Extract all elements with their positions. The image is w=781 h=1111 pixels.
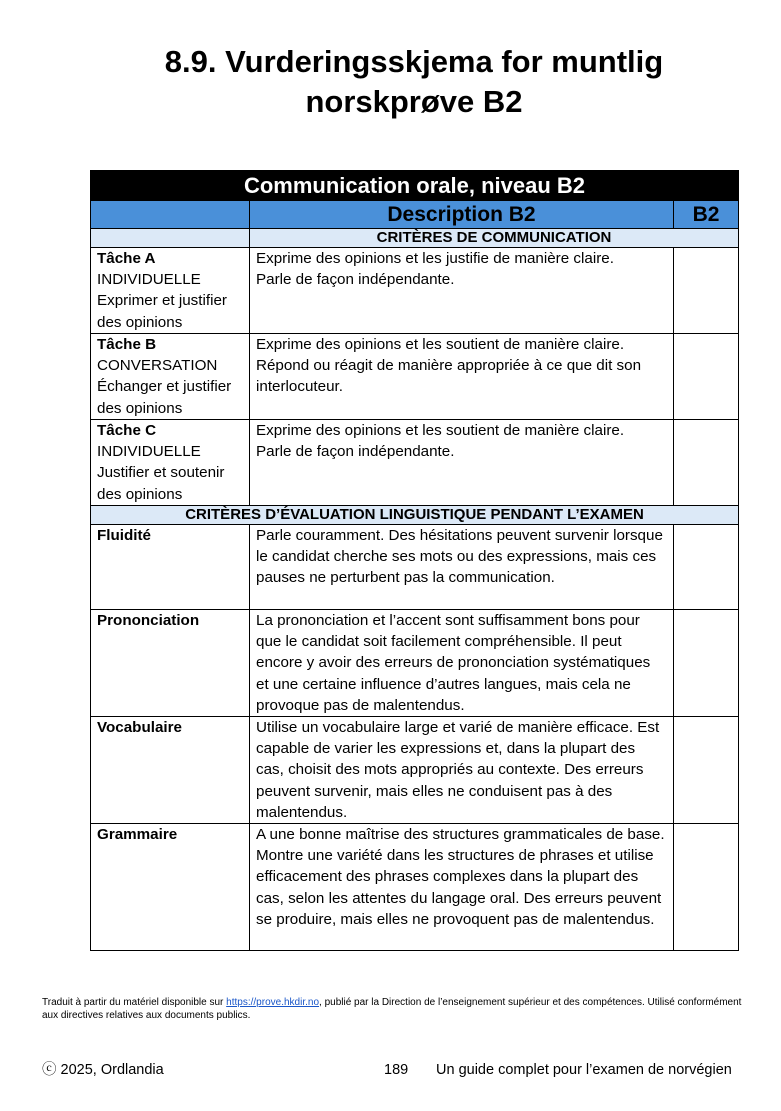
- column-header-level: B2: [674, 201, 739, 229]
- task-name: Tâche A: [97, 250, 156, 267]
- criterion-name: Vocabulaire: [91, 717, 250, 824]
- translation-note: [42, 996, 742, 1022]
- source-link[interactable]: https://prove.hkdir.no: [226, 997, 320, 1008]
- task-name: Tâche C: [97, 422, 157, 439]
- task-description-line: Exprime des opinions et les soutient de manière claire.: [256, 422, 625, 439]
- criterion-name: Prononciation: [91, 610, 250, 717]
- table-row: [91, 610, 739, 717]
- score-cell[interactable]: [674, 334, 739, 420]
- criterion-description: Parle couramment. Des hésitations peuvent survenir lorsque le candidat cherche ses mots ou des expressions, mais ces pauses ne perturbent pas la communication.: [250, 525, 674, 610]
- task-type: INDIVIDUELLE: [97, 271, 201, 289]
- table-main-header-row: [91, 171, 739, 201]
- footer-page-number: 189: [384, 1062, 409, 1078]
- table-row: [91, 717, 739, 824]
- task-description-line: Parle de façon indépendante.: [256, 443, 455, 461]
- score-cell[interactable]: [674, 248, 739, 334]
- section-header-row: [91, 506, 739, 525]
- task-goal: Justifier et soutenir: [97, 464, 225, 482]
- table-row: [91, 248, 739, 334]
- column-header-description: Description B2: [250, 201, 674, 229]
- table-row: [91, 420, 739, 506]
- criterion-description: Utilise un vocabulaire large et varié de manière efficace. Est capable de varier les expressions et, dans la plupart des cas, choisit des mots appropriés au contexte. Des erreurs peuvent survenir, mais elles ne conduisent pas à des malentendus.: [250, 717, 674, 824]
- title-line-2: norskprøve B2: [305, 84, 523, 119]
- criterion-description: A une bonne maîtrise des structures grammaticales de base. Montre une variété dans les structures de phrases et utilise efficacement des phrases complexes dans la plupart des cas, selon les attentes du langage oral. Des erreurs peuvent se produire, mais elles ne provoquent pas de malentendus.: [250, 824, 674, 951]
- score-cell[interactable]: [674, 717, 739, 824]
- task-description: [250, 420, 674, 506]
- score-cell[interactable]: [674, 610, 739, 717]
- score-cell[interactable]: [674, 525, 739, 610]
- table-column-header-row: [91, 201, 739, 229]
- task-type: INDIVIDUELLE: [97, 443, 201, 461]
- section-header-empty: [91, 229, 250, 248]
- task-name: Tâche B: [97, 336, 157, 353]
- page-title: [90, 42, 738, 122]
- task-goal-continued: des opinions: [97, 313, 183, 331]
- task-description-line: Exprime des opinions et les justifie de manière claire.: [256, 250, 614, 267]
- task-cell: [91, 334, 250, 420]
- task-description: [250, 334, 674, 420]
- note-text-after: , publié par la Direction de l’enseignement supérieur et des compétences. Utilisé conformément aux directives relatives aux documents publics.: [42, 997, 742, 1021]
- note-text-before: Traduit à partir du matériel disponible sur: [42, 997, 227, 1008]
- score-cell[interactable]: [674, 420, 739, 506]
- table-row: [91, 824, 739, 951]
- criterion-name: Fluidité: [91, 525, 250, 610]
- table-main-header: Communication orale, niveau B2: [91, 171, 739, 201]
- task-goal-continued: des opinions: [97, 485, 183, 503]
- task-description-line: Parle de façon indépendante.: [256, 271, 455, 289]
- footer-copyright: ⓒ 2025, Ordlandia: [42, 1062, 164, 1078]
- title-line-1: 8.9. Vurderingsskjema for muntlig: [164, 44, 664, 79]
- score-cell[interactable]: [674, 824, 739, 951]
- table-row: [91, 525, 739, 610]
- task-goal: Échanger et justifier: [97, 378, 232, 396]
- section-header-linguistic: CRITÈRES D’ÉVALUATION LINGUISTIQUE PENDANT L’EXAMEN: [91, 506, 739, 525]
- task-cell: [91, 248, 250, 334]
- footer-book-title: Un guide complet pour l’examen de norvégien: [436, 1062, 732, 1078]
- task-description-line: Exprime des opinions et les soutient de manière claire.: [256, 336, 625, 353]
- criterion-description: La prononciation et l’accent sont suffisamment bons pour que le candidat soit facilement compréhensible. Il peut encore y avoir des erreurs de prononciation systématiques et une certaine influence d’autres langues, mais cela ne provoque pas de malentendus.: [250, 610, 674, 717]
- task-goal-continued: des opinions: [97, 399, 183, 417]
- table-row: [91, 334, 739, 420]
- task-goal: Exprimer et justifier: [97, 292, 227, 310]
- task-cell: [91, 420, 250, 506]
- section-header-communication: CRITÈRES DE COMMUNICATION: [250, 229, 739, 248]
- task-description: [250, 248, 674, 334]
- column-header-empty: [91, 201, 250, 229]
- task-type: CONVERSATION: [97, 357, 218, 375]
- evaluation-table: [90, 170, 739, 951]
- task-description-line: Répond ou réagit de manière appropriée à ce que dit son interlocuteur.: [256, 357, 642, 396]
- section-header-row: [91, 229, 739, 248]
- criterion-name: Grammaire: [91, 824, 250, 951]
